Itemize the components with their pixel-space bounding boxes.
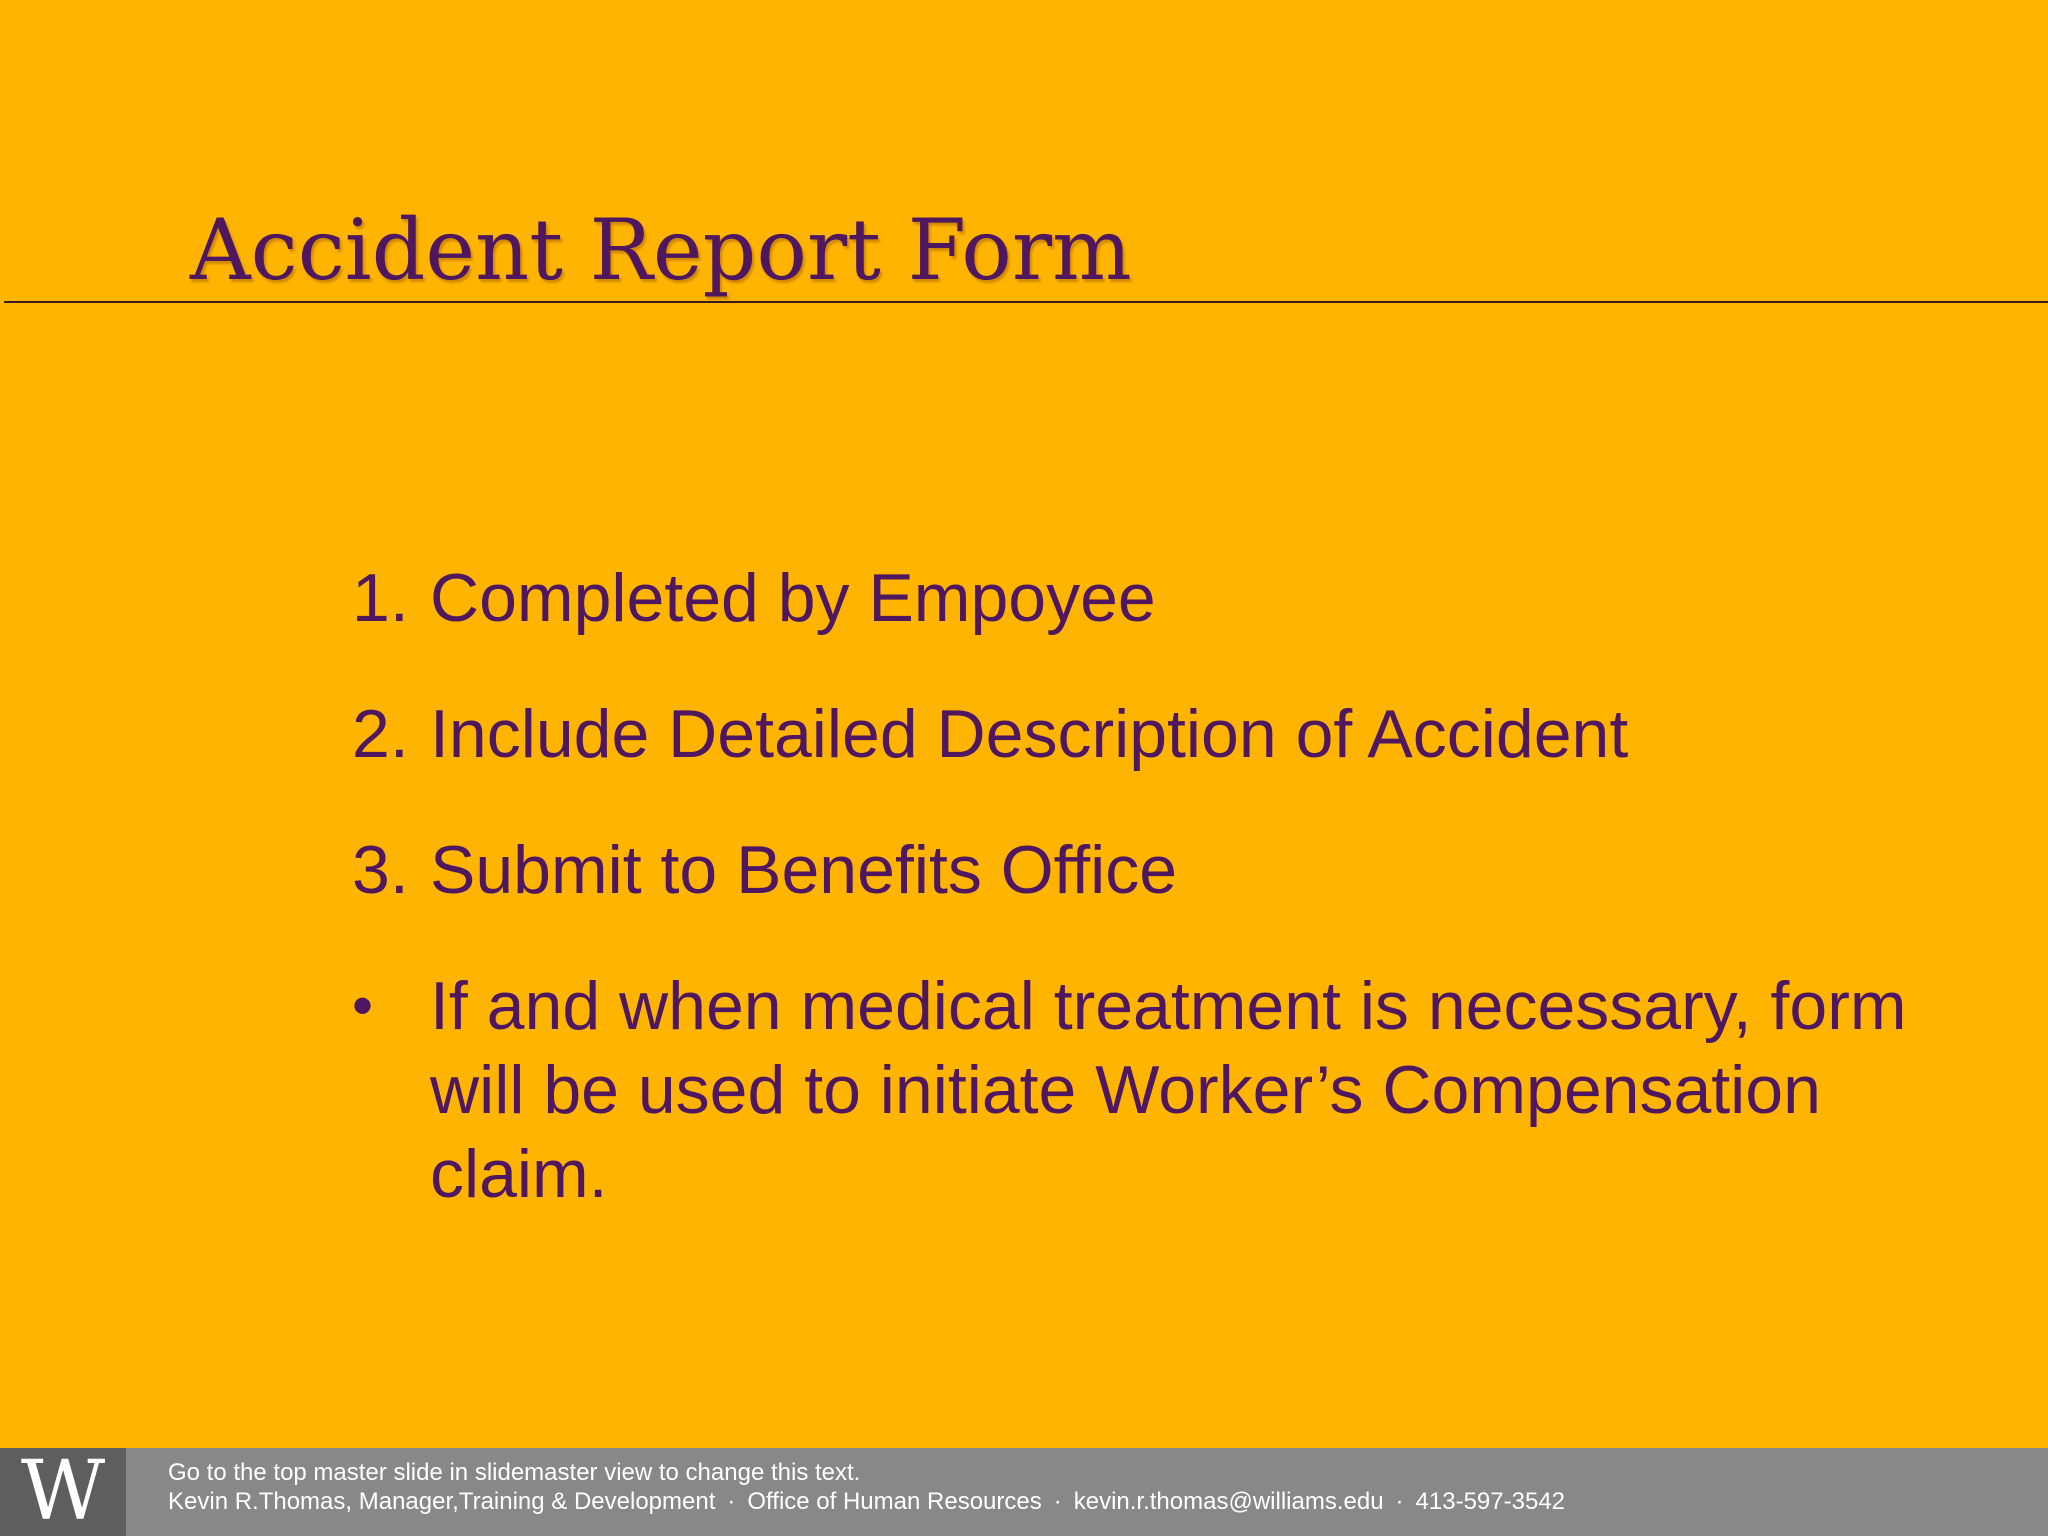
list-item-text: Completed by Empoyee bbox=[430, 560, 1156, 636]
slide-body bbox=[352, 556, 1992, 1268]
footer-phone: 413-597-3542 bbox=[1415, 1488, 1566, 1515]
list-item-text: Include Detailed Description of Accident bbox=[430, 696, 1629, 772]
footer-bar bbox=[0, 1448, 2048, 1536]
footer-contact-line bbox=[168, 1487, 1565, 1516]
list-number: 1. bbox=[352, 560, 409, 636]
list-number: 3. bbox=[352, 832, 409, 908]
footer-separator: · bbox=[1053, 1488, 1062, 1515]
footer-name: Kevin R.Thomas, Manager,Training & Development bbox=[168, 1488, 716, 1515]
title-divider bbox=[4, 301, 2048, 303]
footer-separator: · bbox=[727, 1488, 736, 1515]
list-item-2 bbox=[352, 692, 1992, 776]
footer-office: Office of Human Resources bbox=[747, 1488, 1042, 1515]
list-number: 2. bbox=[352, 696, 409, 772]
footer-email: kevin.r.thomas@williams.edu bbox=[1073, 1488, 1384, 1515]
slide-title: Accident Report Form bbox=[190, 201, 1132, 299]
bullet-item-text: If and when medical treatment is necessary, form will be used to initiate Worker’s Compensation claim. bbox=[430, 968, 1907, 1212]
footer-placeholder-text: Go to the top master slide in slidemaster view to change this text. bbox=[168, 1459, 861, 1486]
list-item-1 bbox=[352, 556, 1992, 640]
list-item-3 bbox=[352, 828, 1992, 912]
footer-text bbox=[168, 1458, 1565, 1516]
williams-logo: W bbox=[0, 1448, 126, 1536]
bullet-icon: • bbox=[352, 972, 374, 1039]
bullet-item bbox=[352, 964, 1992, 1216]
list-item-text: Submit to Benefits Office bbox=[430, 832, 1178, 908]
footer-separator: · bbox=[1395, 1488, 1404, 1515]
